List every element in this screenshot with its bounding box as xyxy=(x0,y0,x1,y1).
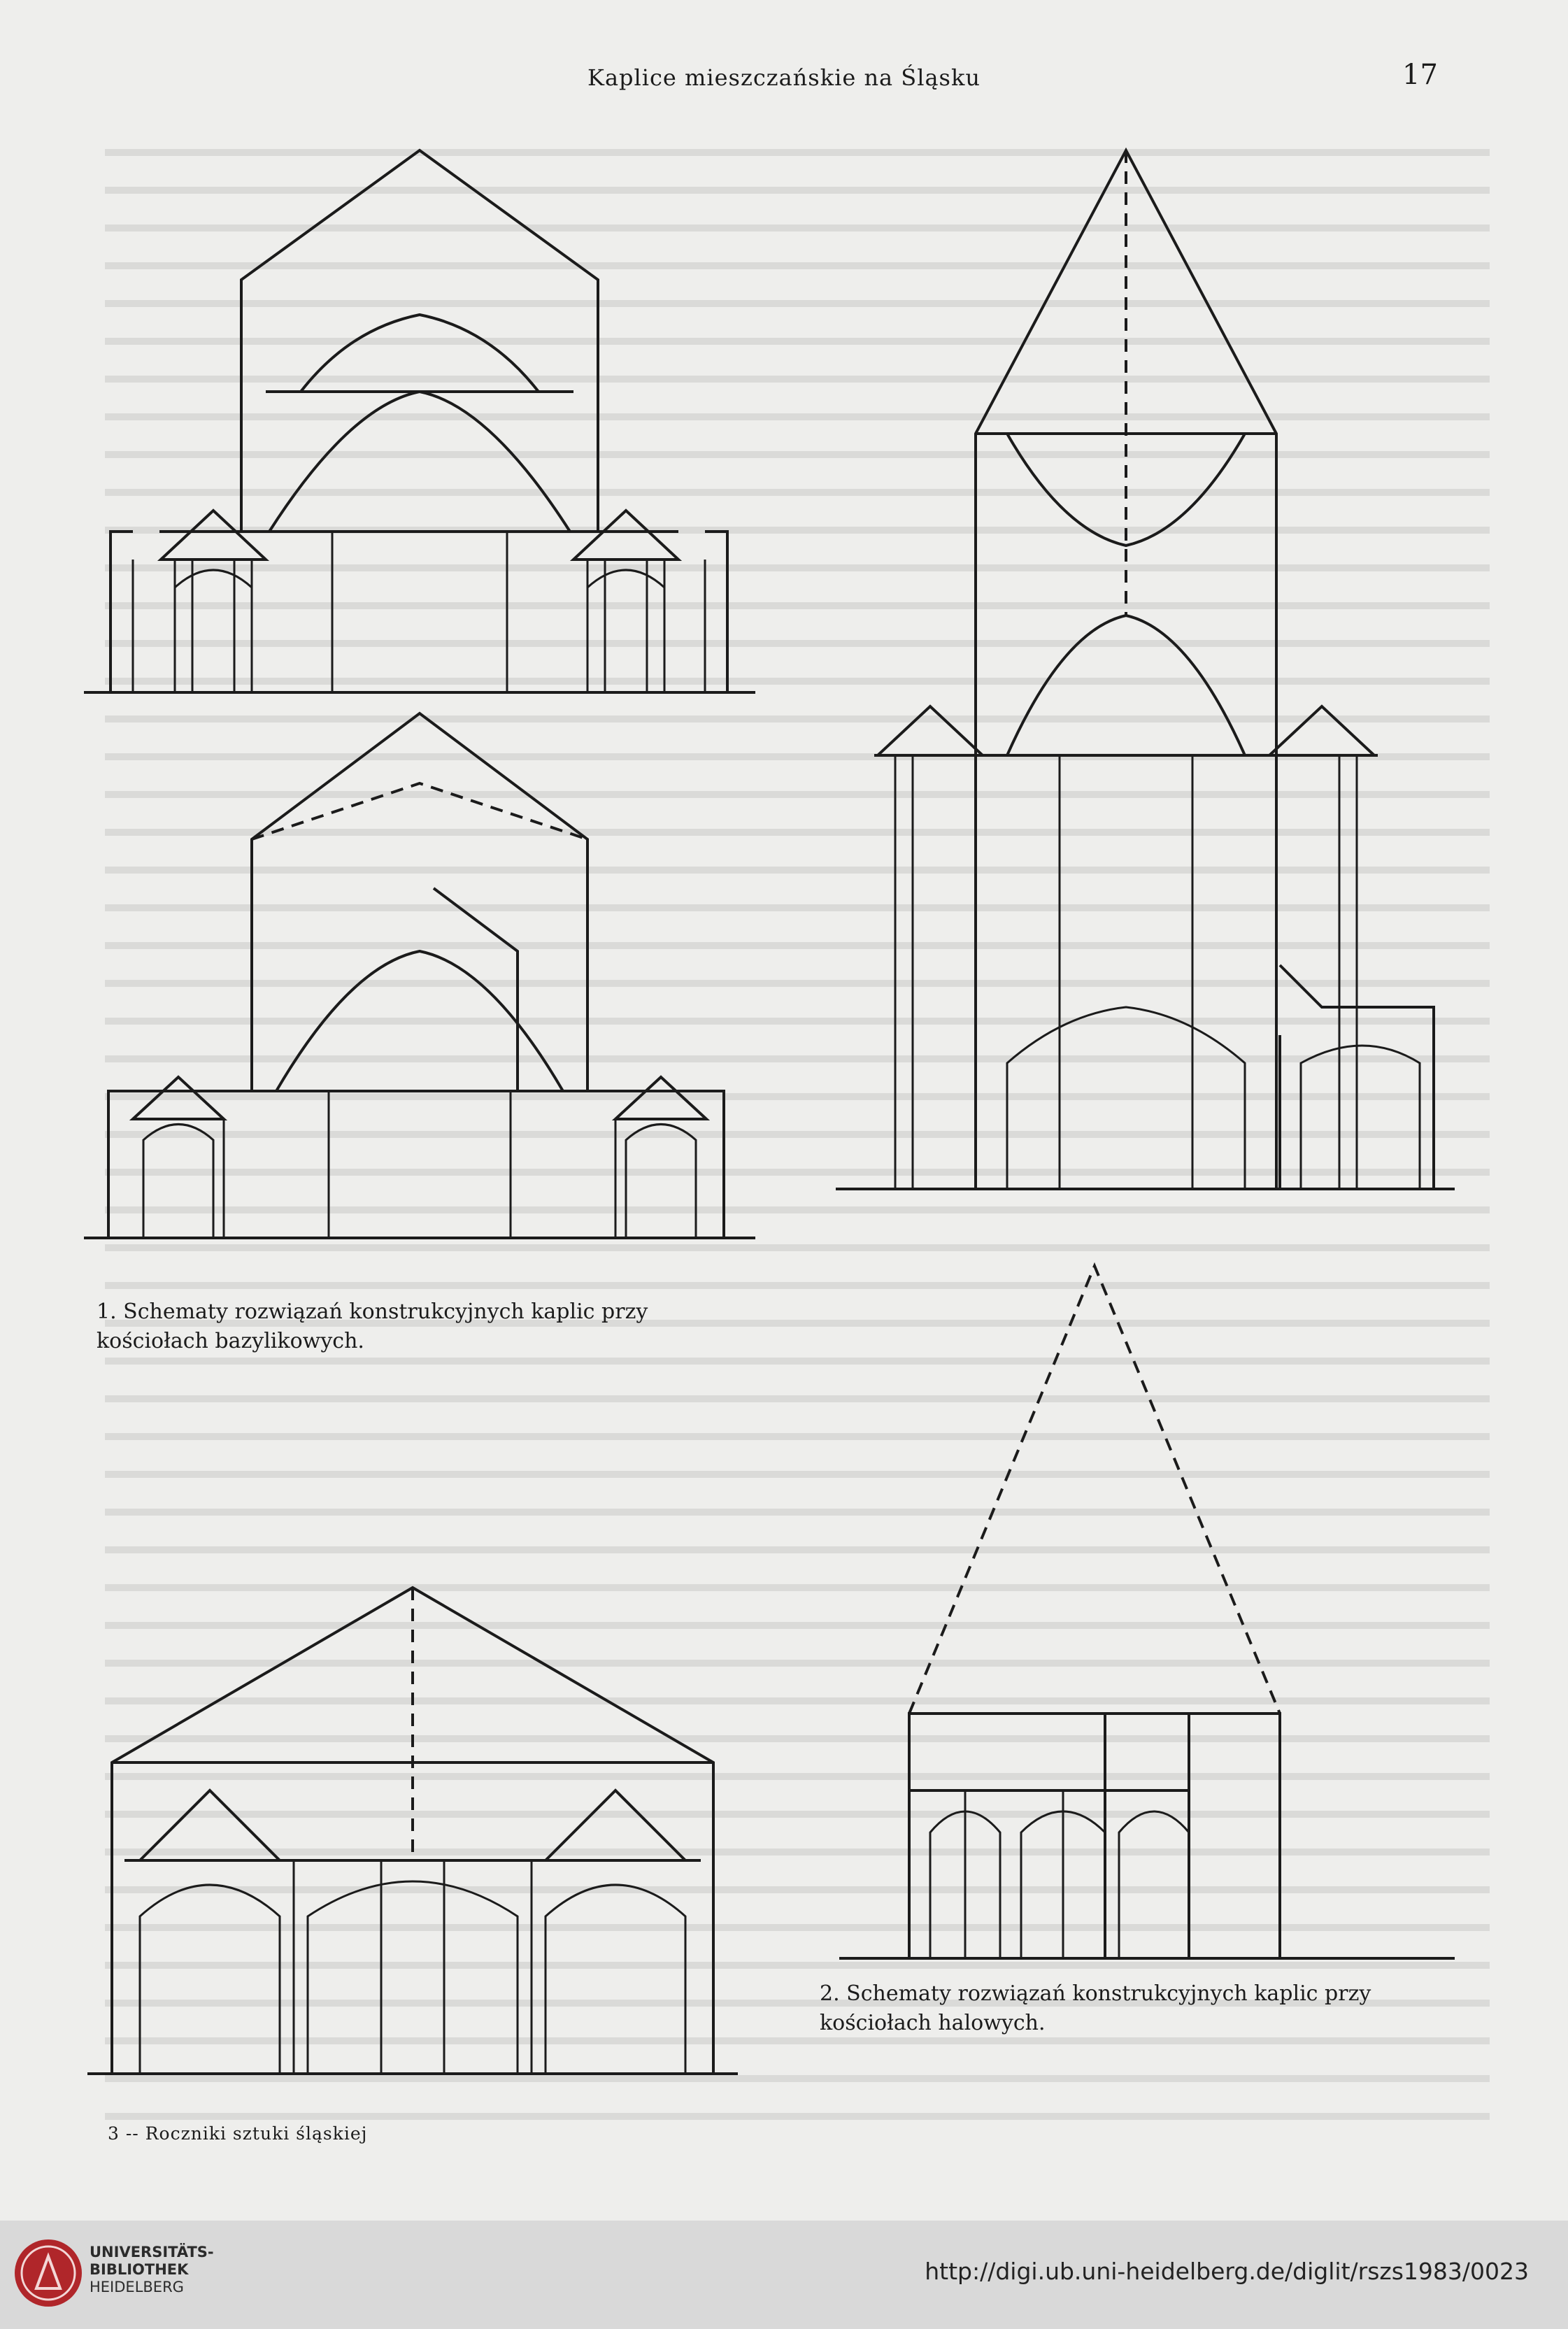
figure-1-caption xyxy=(97,1297,761,1356)
digital-library-url[interactable]: http://digi.ub.uni-heidelberg.de/diglit/rszs1983/0023 xyxy=(925,2258,1529,2285)
signature-footnote: 3 -- Roczniki sztuki śląskiej xyxy=(108,2123,368,2144)
page-number: 17 xyxy=(1402,59,1438,91)
library-name-line-2: BIBLIOTHEK xyxy=(90,2261,189,2278)
basilica-section-drawing-2 xyxy=(84,713,755,1238)
hall-church-section-drawing-5 xyxy=(839,1266,1455,1958)
figure-1-text: Schematy rozwiązań konstrukcyjnych kaplic przy kościołach bazylikowych. xyxy=(97,1299,648,1353)
library-name-line-1: UNIVERSITÄTS- xyxy=(90,2244,214,2260)
figure-2-text: Schematy rozwiązań konstrukcyjnych kaplic przy kościołach halowych. xyxy=(820,1981,1371,2035)
figure-1-number: 1. xyxy=(97,1299,117,1324)
hall-church-section-drawing-4 xyxy=(87,1588,738,2074)
library-name-line-3: HEIDELBERG xyxy=(90,2279,184,2295)
figure-2-caption xyxy=(820,1979,1463,2038)
running-title: Kaplice mieszczańskie na Śląsku xyxy=(587,64,981,91)
university-seal-icon xyxy=(8,2231,89,2315)
figure-2-number: 2. xyxy=(820,1981,840,2006)
library-name xyxy=(90,2244,214,2296)
basilica-section-drawing-1 xyxy=(84,150,755,692)
basilica-section-drawing-3 xyxy=(836,150,1455,1189)
